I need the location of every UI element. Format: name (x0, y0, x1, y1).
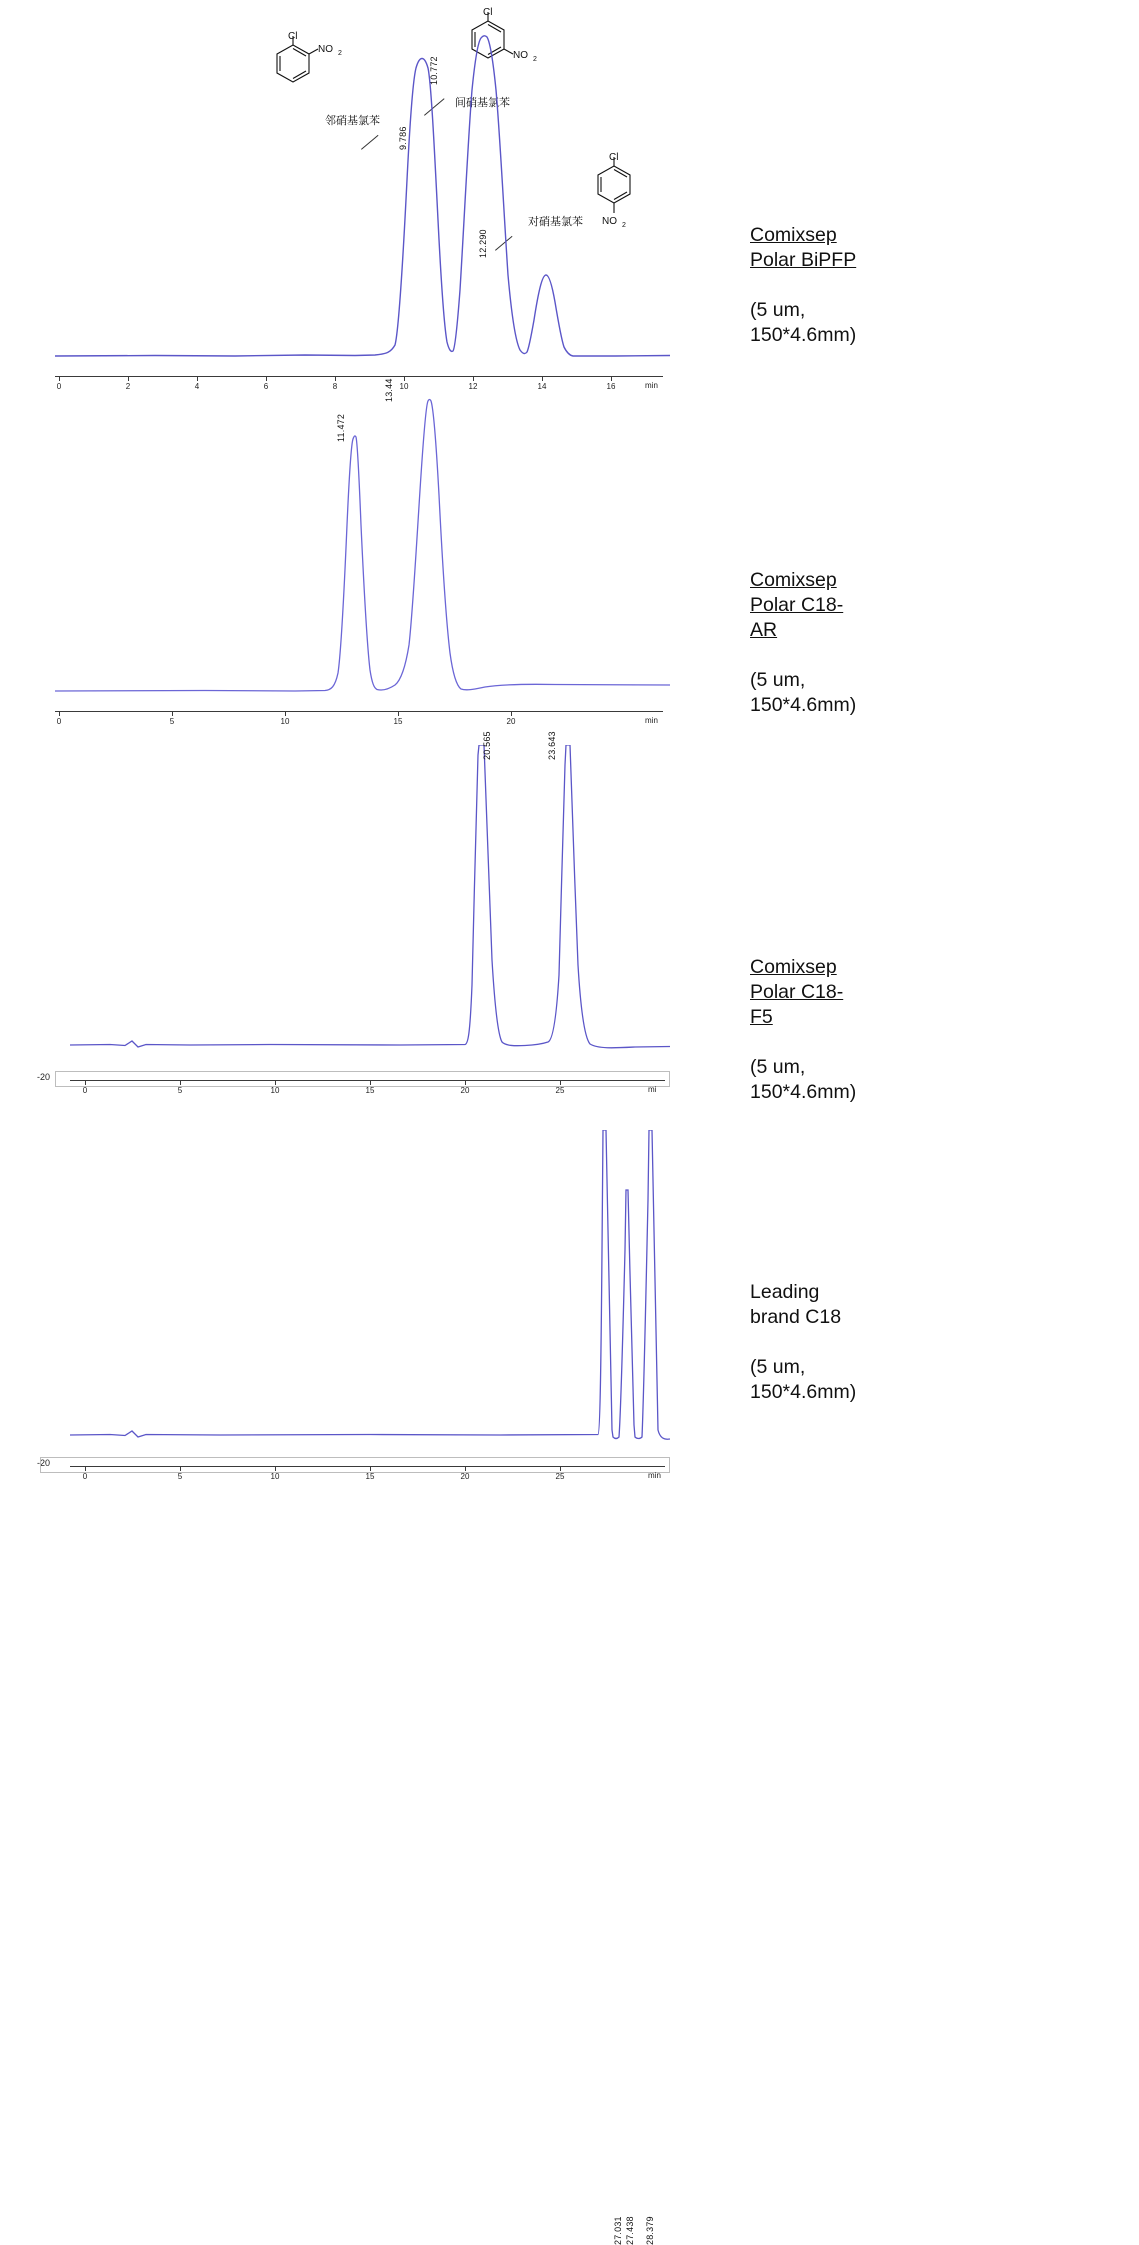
axis-tick (275, 1466, 276, 1471)
peak-label-4-3: 28.379 (645, 2216, 655, 2245)
caption-sub-3: (5 um, 150*4.6mm) (750, 1055, 857, 1103)
tick-label: 5 (177, 1086, 183, 1095)
axis-line (55, 376, 663, 377)
axis-tick (398, 711, 399, 716)
peak-label-2-2: 13.44 (384, 378, 394, 402)
tick-label: 20 (460, 1086, 470, 1095)
axis-tick (611, 376, 612, 381)
caption-title-1: Comixsep Polar BiPFP (750, 223, 857, 271)
axis-tick (172, 711, 173, 716)
axis-tick (542, 376, 543, 381)
axis-unit-label: mi (648, 1085, 657, 1094)
tick-label: 12 (468, 382, 478, 391)
tick-label: 15 (365, 1086, 375, 1095)
svg-text:Cl: Cl (483, 7, 493, 18)
axis-line (55, 711, 663, 712)
annotation-para: 对硝基氯苯 (528, 216, 583, 228)
caption-sub-1: (5 um, 150*4.6mm) (750, 298, 857, 346)
tick-label: 15 (393, 717, 403, 726)
tick-label: 16 (606, 382, 616, 391)
tick-label: 10 (280, 717, 290, 726)
panel-caption-2 (750, 543, 856, 718)
tick-label: 5 (177, 1472, 183, 1481)
tick-label: 20 (460, 1472, 470, 1481)
axis-tick (465, 1080, 466, 1085)
tick-label: 0 (82, 1086, 88, 1095)
chromatogram-trace-3 (70, 745, 670, 1055)
x-axis-3 (70, 1080, 670, 1106)
annotation-ortho: 邻硝基氯苯 (325, 115, 380, 127)
chromatogram-panel-3 (0, 731, 857, 1105)
caption-sub-2: (5 um, 150*4.6mm) (750, 668, 857, 716)
y-axis-label-4: -20 (37, 1458, 51, 1468)
caption-sub-4: (5 um, 150*4.6mm) (750, 1355, 857, 1403)
axis-tick (404, 376, 405, 381)
peak-label-4-1: 27.031 (613, 2216, 623, 2245)
tick-label: 0 (56, 382, 62, 391)
tick-label: 2 (125, 382, 131, 391)
panel-caption-4 (750, 1255, 856, 1405)
panel-caption-3 (750, 930, 856, 1105)
peak-label-1-2: 10.772 (429, 56, 439, 85)
caption-title-3: Comixsep Polar C18-F5 (750, 955, 844, 1028)
svg-text:NO: NO (602, 216, 617, 227)
tick-label: 25 (555, 1472, 565, 1481)
axis-tick (370, 1080, 371, 1085)
tick-label: 10 (270, 1086, 280, 1095)
axis-tick (266, 376, 267, 381)
axis-tick (560, 1080, 561, 1085)
svg-text:2: 2 (338, 50, 342, 57)
peak-label-4-2: 27.438 (625, 2216, 635, 2245)
tick-label: 10 (270, 1472, 280, 1481)
annotation-meta: 间硝基氯苯 (455, 97, 510, 109)
peak-label-3-1: 20.565 (482, 731, 492, 760)
axis-tick (370, 1466, 371, 1471)
tick-label: 8 (332, 382, 338, 391)
axis-tick (59, 711, 60, 716)
x-axis-2 (55, 711, 670, 737)
axis-tick (275, 1080, 276, 1085)
axis-line (70, 1466, 665, 1467)
axis-unit-label: min (645, 381, 658, 390)
y-axis-label-3: -20 (37, 1072, 51, 1082)
chromatogram-trace-4 (70, 1130, 670, 1445)
svg-text:Cl: Cl (288, 31, 298, 42)
axis-tick (85, 1466, 86, 1471)
peak-label-1-1: 9.786 (398, 126, 408, 150)
x-axis-4 (70, 1466, 670, 1492)
axis-tick (511, 711, 512, 716)
axis-unit-label: min (645, 716, 658, 725)
chromatogram-trace-2 (55, 395, 670, 695)
svg-text:2: 2 (622, 222, 626, 229)
tick-label: 0 (56, 717, 62, 726)
axis-tick (473, 376, 474, 381)
tick-label: 14 (537, 382, 547, 391)
panel-caption-1 (750, 198, 856, 348)
axis-tick (85, 1080, 86, 1085)
axis-line (70, 1080, 665, 1081)
tick-label: 0 (82, 1472, 88, 1481)
svg-text:NO: NO (318, 44, 333, 55)
tick-label: 15 (365, 1472, 375, 1481)
axis-tick (180, 1466, 181, 1471)
chromatogram-trace-1 (55, 30, 670, 360)
axis-tick (59, 376, 60, 381)
chromatogram-panel-1 (0, 0, 857, 395)
svg-text:Cl: Cl (609, 152, 619, 163)
peak-label-2-1: 11.472 (336, 413, 346, 442)
axis-tick (560, 1466, 561, 1471)
axis-tick (465, 1466, 466, 1471)
tick-label: 6 (263, 382, 269, 391)
chromatogram-panel-4 (0, 1105, 857, 2245)
axis-tick (285, 711, 286, 716)
axis-tick (197, 376, 198, 381)
axis-tick (335, 376, 336, 381)
svg-text:NO: NO (513, 50, 528, 61)
axis-tick (180, 1080, 181, 1085)
tick-label: 4 (194, 382, 200, 391)
axis-unit-label: min (648, 1471, 661, 1480)
axis-tick (128, 376, 129, 381)
peak-label-3-2: 23.643 (547, 731, 557, 760)
tick-label: 20 (506, 717, 516, 726)
tick-label: 5 (169, 717, 175, 726)
caption-title-4: Leading brand C18 (750, 1280, 842, 1328)
peak-label-1-3: 12.290 (478, 229, 488, 258)
tick-label: 25 (555, 1086, 565, 1095)
svg-text:2: 2 (533, 56, 537, 63)
caption-title-2: Comixsep Polar C18-AR (750, 568, 844, 641)
tick-label: 10 (399, 382, 409, 391)
